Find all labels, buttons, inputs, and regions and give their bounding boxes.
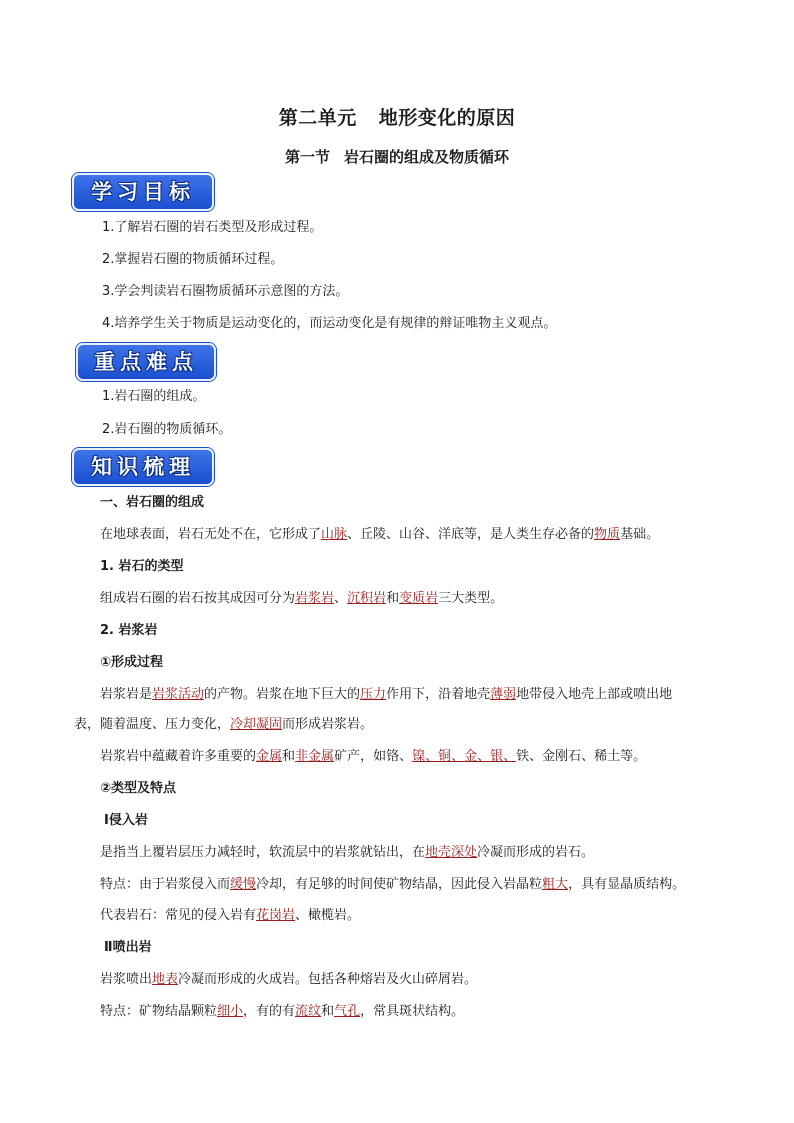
page-subtitle xyxy=(0,146,794,167)
subtitle-topic: 岩石圈的组成及物质循环 xyxy=(344,148,510,166)
paragraph: 特点：由于岩浆侵入而缓慢冷却，有足够的时间使矿物结晶，因此侵入岩晶粒粗大，具有显晶质结构。 xyxy=(100,877,686,892)
page-title xyxy=(0,103,794,130)
goal-item: 2.掌握岩石圈的物质循环过程。 xyxy=(102,252,284,267)
badge-knowledge-review: 知识梳理 xyxy=(72,448,214,486)
paragraph: 岩浆岩中蕴藏着许多重要的金属和非金属矿产，如铬、镍、铜、金、银、铁、金刚石、稀土等。 xyxy=(100,749,647,764)
subsection-heading: 1. 岩石的类型 xyxy=(100,559,184,574)
key-point-item: 2.岩石圈的物质循环。 xyxy=(102,422,232,437)
section-heading: 一、岩石圈的组成 xyxy=(100,495,205,510)
paragraph: 组成岩石圈的岩石按其成因可分为岩浆岩、沉积岩和变质岩三大类型。 xyxy=(100,591,504,606)
goal-item: 1.了解岩石圈的岩石类型及形成过程。 xyxy=(102,220,323,235)
paragraph: 岩浆岩是岩浆活动的产物。岩浆在地下巨大的压力作用下，沿着地壳薄弱地带侵入地壳上部或喷出地 xyxy=(100,687,673,702)
badge-learning-goals: 学习目标 xyxy=(72,173,214,211)
subsection-heading: ①形成过程 xyxy=(100,655,164,670)
goal-item: 4.培养学生关于物质是运动变化的，而运动变化是有规律的辩证唯物主义观点。 xyxy=(102,316,557,331)
badge-key-points: 重点难点 xyxy=(76,343,216,381)
paragraph: 特点：矿物结晶颗粒细小，有的有流纹和气孔，常具斑状结构。 xyxy=(100,1004,465,1019)
subsection-heading: 2. 岩浆岩 xyxy=(100,623,158,638)
key-point-item: 1.岩石圈的组成。 xyxy=(102,389,206,404)
title-topic: 地形变化的原因 xyxy=(378,107,516,129)
subsection-heading: ②类型及特点 xyxy=(100,781,177,796)
title-unit: 第二单元 xyxy=(278,107,357,129)
subsection-heading: Ⅰ侵入岩 xyxy=(104,813,148,828)
paragraph: 是指当上覆岩层压力减轻时，软流层中的岩浆就钻出，在地壳深处冷凝而形成的岩石。 xyxy=(100,845,595,860)
subtitle-section: 第一节 xyxy=(284,148,330,166)
paragraph: 代表岩石：常见的侵入岩有花岗岩、橄榄岩。 xyxy=(100,908,361,923)
goal-item: 3.学会判读岩石圈物质循环示意图的方法。 xyxy=(102,284,349,299)
paragraph: 在地球表面，岩石无处不在，它形成了山脉、丘陵、山谷、洋底等，是人类生存必备的物质基础。 xyxy=(100,527,660,542)
paragraph: 岩浆喷出地表冷凝而形成的火成岩。包括各种熔岩及火山碎屑岩。 xyxy=(100,972,478,987)
subsection-heading: Ⅱ喷出岩 xyxy=(104,940,152,955)
paragraph-continued: 表，随着温度、压力变化，冷却凝固而形成岩浆岩。 xyxy=(74,717,374,732)
